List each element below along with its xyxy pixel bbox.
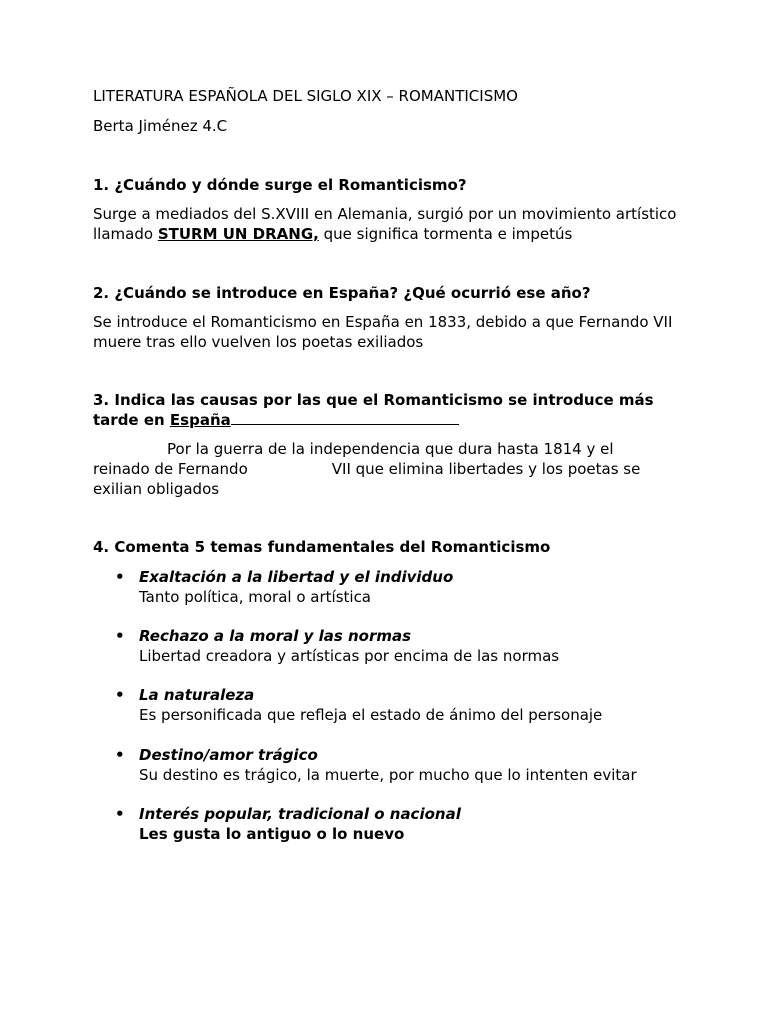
list-item-description: Les gusta lo antiguo o lo nuevo <box>139 825 405 843</box>
question-4: 4. Comenta 5 temas fundamentales del Romanticismo <box>93 538 551 556</box>
list-item-title: La naturaleza <box>139 686 255 704</box>
answer-3 <box>93 439 693 499</box>
list-item-description: Su destino es trágico, la muerte, por mucho que lo intenten evitar <box>139 766 637 784</box>
list-item-title: Rechazo a la moral y las normas <box>139 627 412 645</box>
answer-3-line-2a: reinado de Fernando <box>93 460 248 478</box>
answer-3-line-3: exilian obligados <box>93 480 220 498</box>
bullet-icon: • <box>115 568 125 586</box>
answer-1-text-end: que significa tormenta e impetús <box>318 225 573 243</box>
answer-3-line-2b: VII que elimina libertades y los poetas se <box>331 460 641 478</box>
question-3-line-2: tarde en <box>93 411 170 429</box>
answer-2: Se introduce el Romanticismo en España en 1833, debido a que Fernando VII muere tras ello vuelven los poetas exiliados <box>93 313 673 351</box>
question-3-underlined-word: España <box>169 411 231 429</box>
answer-1 <box>93 204 693 244</box>
list-item-description: Libertad creadora y artísticas por encima de las normas <box>139 647 560 665</box>
answer-1-text: Surge a mediados del S.XVIII en Alemania, surgió por un movimiento artístico llamado <box>93 205 677 243</box>
question-3 <box>93 390 693 430</box>
list-item-title: Exaltación a la libertad y el individuo <box>139 568 454 586</box>
document-title: LITERATURA ESPAÑOLA DEL SIGLO XIX – ROMANTICISMO <box>93 87 518 105</box>
question-2: 2. ¿Cuándo se introduce en España? ¿Qué ocurrió ese año? <box>93 284 591 302</box>
author-line: Berta Jiménez 4.C <box>93 117 228 135</box>
bullet-icon: • <box>115 805 125 823</box>
answer-3-line-1: Por la guerra de la independencia que dura hasta 1814 y el <box>167 440 614 458</box>
list-item-title: Interés popular, tradicional o nacional <box>139 805 461 823</box>
question-1: 1. ¿Cuándo y dónde surge el Romanticismo? <box>93 176 467 194</box>
list-item-description: Tanto política, moral o artística <box>139 588 372 606</box>
blank-underline <box>231 410 459 425</box>
bullet-icon: • <box>115 746 125 764</box>
answer-1-emphasis: STURM UN DRANG, <box>157 225 319 243</box>
bullet-icon: • <box>115 627 125 645</box>
list-item-description: Es personificada que refleja el estado de ánimo del personaje <box>139 706 603 724</box>
question-3-line-1: 3. Indica las causas por las que el Romanticismo se introduce más <box>93 391 654 409</box>
bullet-icon: • <box>115 686 125 704</box>
list-item-title: Destino/amor trágico <box>139 746 318 764</box>
